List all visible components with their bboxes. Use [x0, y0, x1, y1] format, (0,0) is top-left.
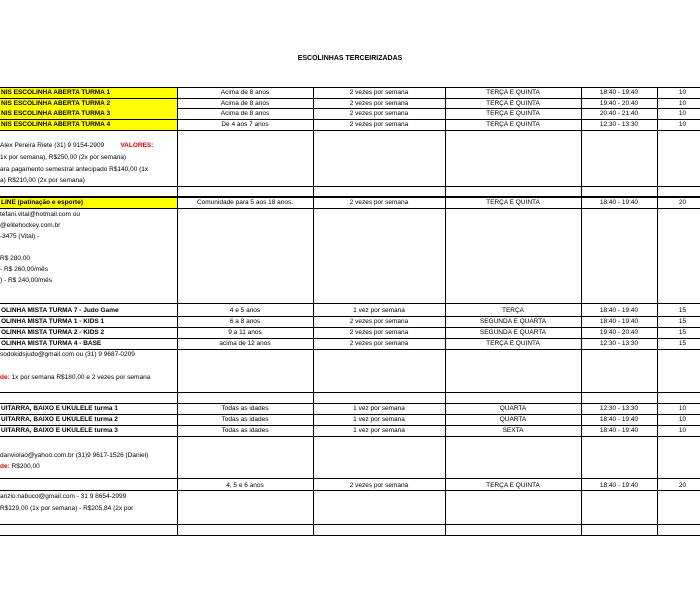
cell-days: SEGUNDA E QUARTA	[479, 318, 547, 325]
cell-days: TERÇA E QUINTA	[486, 89, 540, 96]
inline-info-line2: @elitehockey.com.br	[0, 222, 61, 229]
inline-info-line1: tefani.vital@hotmail.com ou	[0, 211, 80, 218]
cell-time: 18:40 - 19:40	[599, 416, 639, 423]
cell-name: NIS ESCOLINHA ABERTA TURMA 3	[0, 109, 177, 119]
grid-line	[0, 303, 700, 304]
tennis-info-line4: a) R$210,00 (2x por semana)	[0, 177, 85, 184]
cell-name: OLINHA MISTA TURMA 2 - KIDS 2	[1, 329, 105, 336]
guitar-price	[0, 461, 40, 472]
inline-name: LINE (patinação e esporte)	[0, 198, 177, 208]
tennis-info-line2: 1x por semana), R$250,00 (2x por semana)	[0, 154, 127, 161]
cell-freq: 2 vezes por semana	[349, 340, 409, 347]
cell-vac: 10	[678, 405, 687, 412]
cell-time: 18:40 - 19:40	[599, 427, 639, 434]
cell-days: QUARTA	[499, 416, 527, 423]
inline-info-line4: R$ 280,00	[0, 255, 30, 262]
last-freq: 2 vezes por semana	[349, 482, 409, 489]
last-days: TERÇA E QUINTA	[486, 482, 540, 489]
grid-line	[0, 208, 700, 209]
cell-name: UITARRA, BAIXO E UKULELE turma 3	[1, 427, 118, 434]
cell-time: 12:30 - 13:30	[599, 405, 639, 412]
grid-line	[0, 524, 700, 525]
cell-age: 6 a 8 anos	[229, 318, 261, 325]
cell-vac: 10	[678, 121, 687, 128]
grid-line	[0, 186, 700, 187]
cell-age: Todas as idades	[221, 405, 269, 412]
last-row	[0, 481, 700, 491]
tennis-info-line3: ara pagamento semestral antecipado R$140,00 (1x	[0, 166, 149, 173]
cell-age: Todas as idades	[221, 427, 269, 434]
cell-freq: 1 vez por semana	[353, 416, 405, 423]
table-row	[0, 120, 700, 130]
table-row	[0, 109, 700, 119]
last-info-line2: R$129,00 (1x por semana) - R$205,84 (2x por	[0, 505, 134, 512]
cell-freq: 1 vez por semana	[353, 405, 405, 412]
cell-time: 18:40 - 19:40	[599, 307, 639, 314]
cell-time: 18:40 - 19:40	[599, 89, 639, 96]
cell-age: Acima de 8 anos	[220, 100, 270, 107]
cell-time: 20:40 - 21:40	[599, 110, 639, 117]
cell-name: OLINHA MISTA TURMA 4 - BASE	[1, 340, 102, 347]
guitar-info-line1: danviolao@yahoo.com.br (31)9 9617-1526 (Daniel)	[0, 452, 149, 459]
table-row	[0, 306, 700, 316]
cell-vac: 10	[678, 427, 687, 434]
cell-vac: 15	[678, 329, 687, 336]
cell-time: 12:30 - 13:30	[599, 340, 639, 347]
cell-freq: 2 vezes por semana	[349, 89, 409, 96]
cell-vac: 10	[678, 416, 687, 423]
cell-freq: 1 vez por semana	[353, 427, 405, 434]
table-row	[0, 426, 700, 436]
cell-days: TERÇA	[501, 307, 525, 314]
cell-days: QUARTA	[499, 405, 527, 412]
last-name	[0, 481, 177, 491]
cell-time: 19:40 - 20:40	[599, 100, 639, 107]
table-row	[0, 328, 700, 338]
cell-freq: 1 vez por semana	[353, 307, 405, 314]
page-title: ESCOLINHAS TERCEIRIZADAS	[297, 55, 403, 62]
last-info-line1: anzio.nabuco@gmail.com - 31 9 8654-2999	[0, 493, 127, 500]
grid-line	[0, 130, 700, 131]
table-row	[0, 317, 700, 327]
grid-line	[0, 535, 700, 536]
inline-time: 18:40 - 19:40	[599, 199, 639, 206]
cell-age: Acima de 8 anos	[220, 89, 270, 96]
cell-vac: 15	[678, 307, 687, 314]
inline-age: Comunidade para 5 aos 18 anos.	[196, 199, 294, 206]
inline-info-line5: - R$ 260,00/mês	[0, 266, 49, 273]
tennis-contact	[0, 140, 153, 151]
cell-freq: 2 vezes por semana	[349, 318, 409, 325]
cell-name: UITARRA, BAIXO E UKULELE turma 1	[1, 405, 118, 412]
inline-info-line6: ) - R$ 240,00/mês	[0, 277, 53, 284]
table-row	[0, 99, 700, 109]
judo-price	[0, 372, 150, 383]
cell-vac: 10	[678, 89, 687, 96]
cell-days: SEXTA	[502, 427, 524, 434]
cell-vac: 10	[678, 100, 687, 107]
table-row	[0, 88, 700, 98]
inline-row	[0, 198, 700, 208]
cell-age: Acima de 8 anos	[220, 110, 270, 117]
judo-info-line2: 1x por semana R$180,00 e 2 vezes por semana	[9, 374, 151, 381]
last-time: 18:40 - 19:40	[599, 482, 639, 489]
cell-days: TERÇA E QUINTA	[486, 340, 540, 347]
cell-vac: 15	[678, 318, 687, 325]
table-row	[0, 415, 700, 425]
cell-time: 19:40 - 20:40	[599, 329, 639, 336]
cell-time: 12:30 - 13:30	[599, 121, 639, 128]
cell-vac: 10	[678, 110, 687, 117]
grid-line	[0, 478, 700, 479]
cell-days: TERÇA E QUINTA	[486, 121, 540, 128]
inline-days: TERÇA E QUINTA	[486, 199, 540, 206]
guitar-price-value: R$200,00	[9, 463, 40, 470]
table-row	[0, 339, 700, 349]
table-row	[0, 404, 700, 414]
judo-info-line1: sodokidsjudo@gmail.com ou (31) 9 9687-0209	[0, 351, 135, 358]
cell-freq: 2 vezes por semana	[349, 121, 409, 128]
last-vacancies: 20	[678, 482, 687, 489]
grid-line	[0, 436, 700, 437]
cell-name: OLINHA MISTA TURMA 1 - KIDS 1	[1, 318, 105, 325]
cell-freq: 2 vezes por semana	[349, 100, 409, 107]
judo-price-label: de:	[0, 374, 10, 381]
cell-freq: 2 vezes por semana	[349, 110, 409, 117]
inline-vacancies: 20	[678, 199, 687, 206]
cell-name: OLINHA MISTA TURMA 7 - Judo Game	[1, 307, 119, 314]
cell-days: SEGUNDA E QUARTA	[479, 329, 547, 336]
grid-line	[0, 392, 700, 393]
cell-age: De 4 aos 7 anos	[221, 121, 269, 128]
cell-age: Todas as idades	[221, 416, 269, 423]
last-age: 4, 5 e 6 anos	[226, 482, 264, 489]
cell-name: NIS ESCOLINHA ABERTA TURMA 2	[0, 99, 177, 109]
cell-name: NIS ESCOLINHA ABERTA TURMA 1	[0, 88, 177, 98]
cell-name: UITARRA, BAIXO E UKULELE turma 2	[1, 416, 118, 423]
cell-days: TERÇA E QUINTA	[486, 100, 540, 107]
tennis-info-line1: Alex Pereira Riete (31) 9 9154-2909	[0, 142, 105, 149]
cell-days: TERÇA E QUINTA	[486, 110, 540, 117]
inline-info-line3: -3475 (Vital) -	[0, 233, 40, 240]
inline-freq: 2 vezes por semana	[349, 199, 409, 206]
cell-freq: 2 vezes por semana	[349, 329, 409, 336]
tennis-valores-label: VALORES:	[120, 142, 154, 149]
cell-age: 9 a 11 anos	[228, 329, 262, 336]
cell-age: acima de 12 anos	[219, 340, 271, 347]
cell-vac: 15	[678, 340, 687, 347]
cell-name: NIS ESCOLINHA ABERTA TURMA 4	[0, 120, 177, 130]
cell-time: 18:40 - 19:40	[599, 318, 639, 325]
guitar-price-label: de:	[0, 463, 10, 470]
cell-age: 4 e 5 anos	[229, 307, 261, 314]
